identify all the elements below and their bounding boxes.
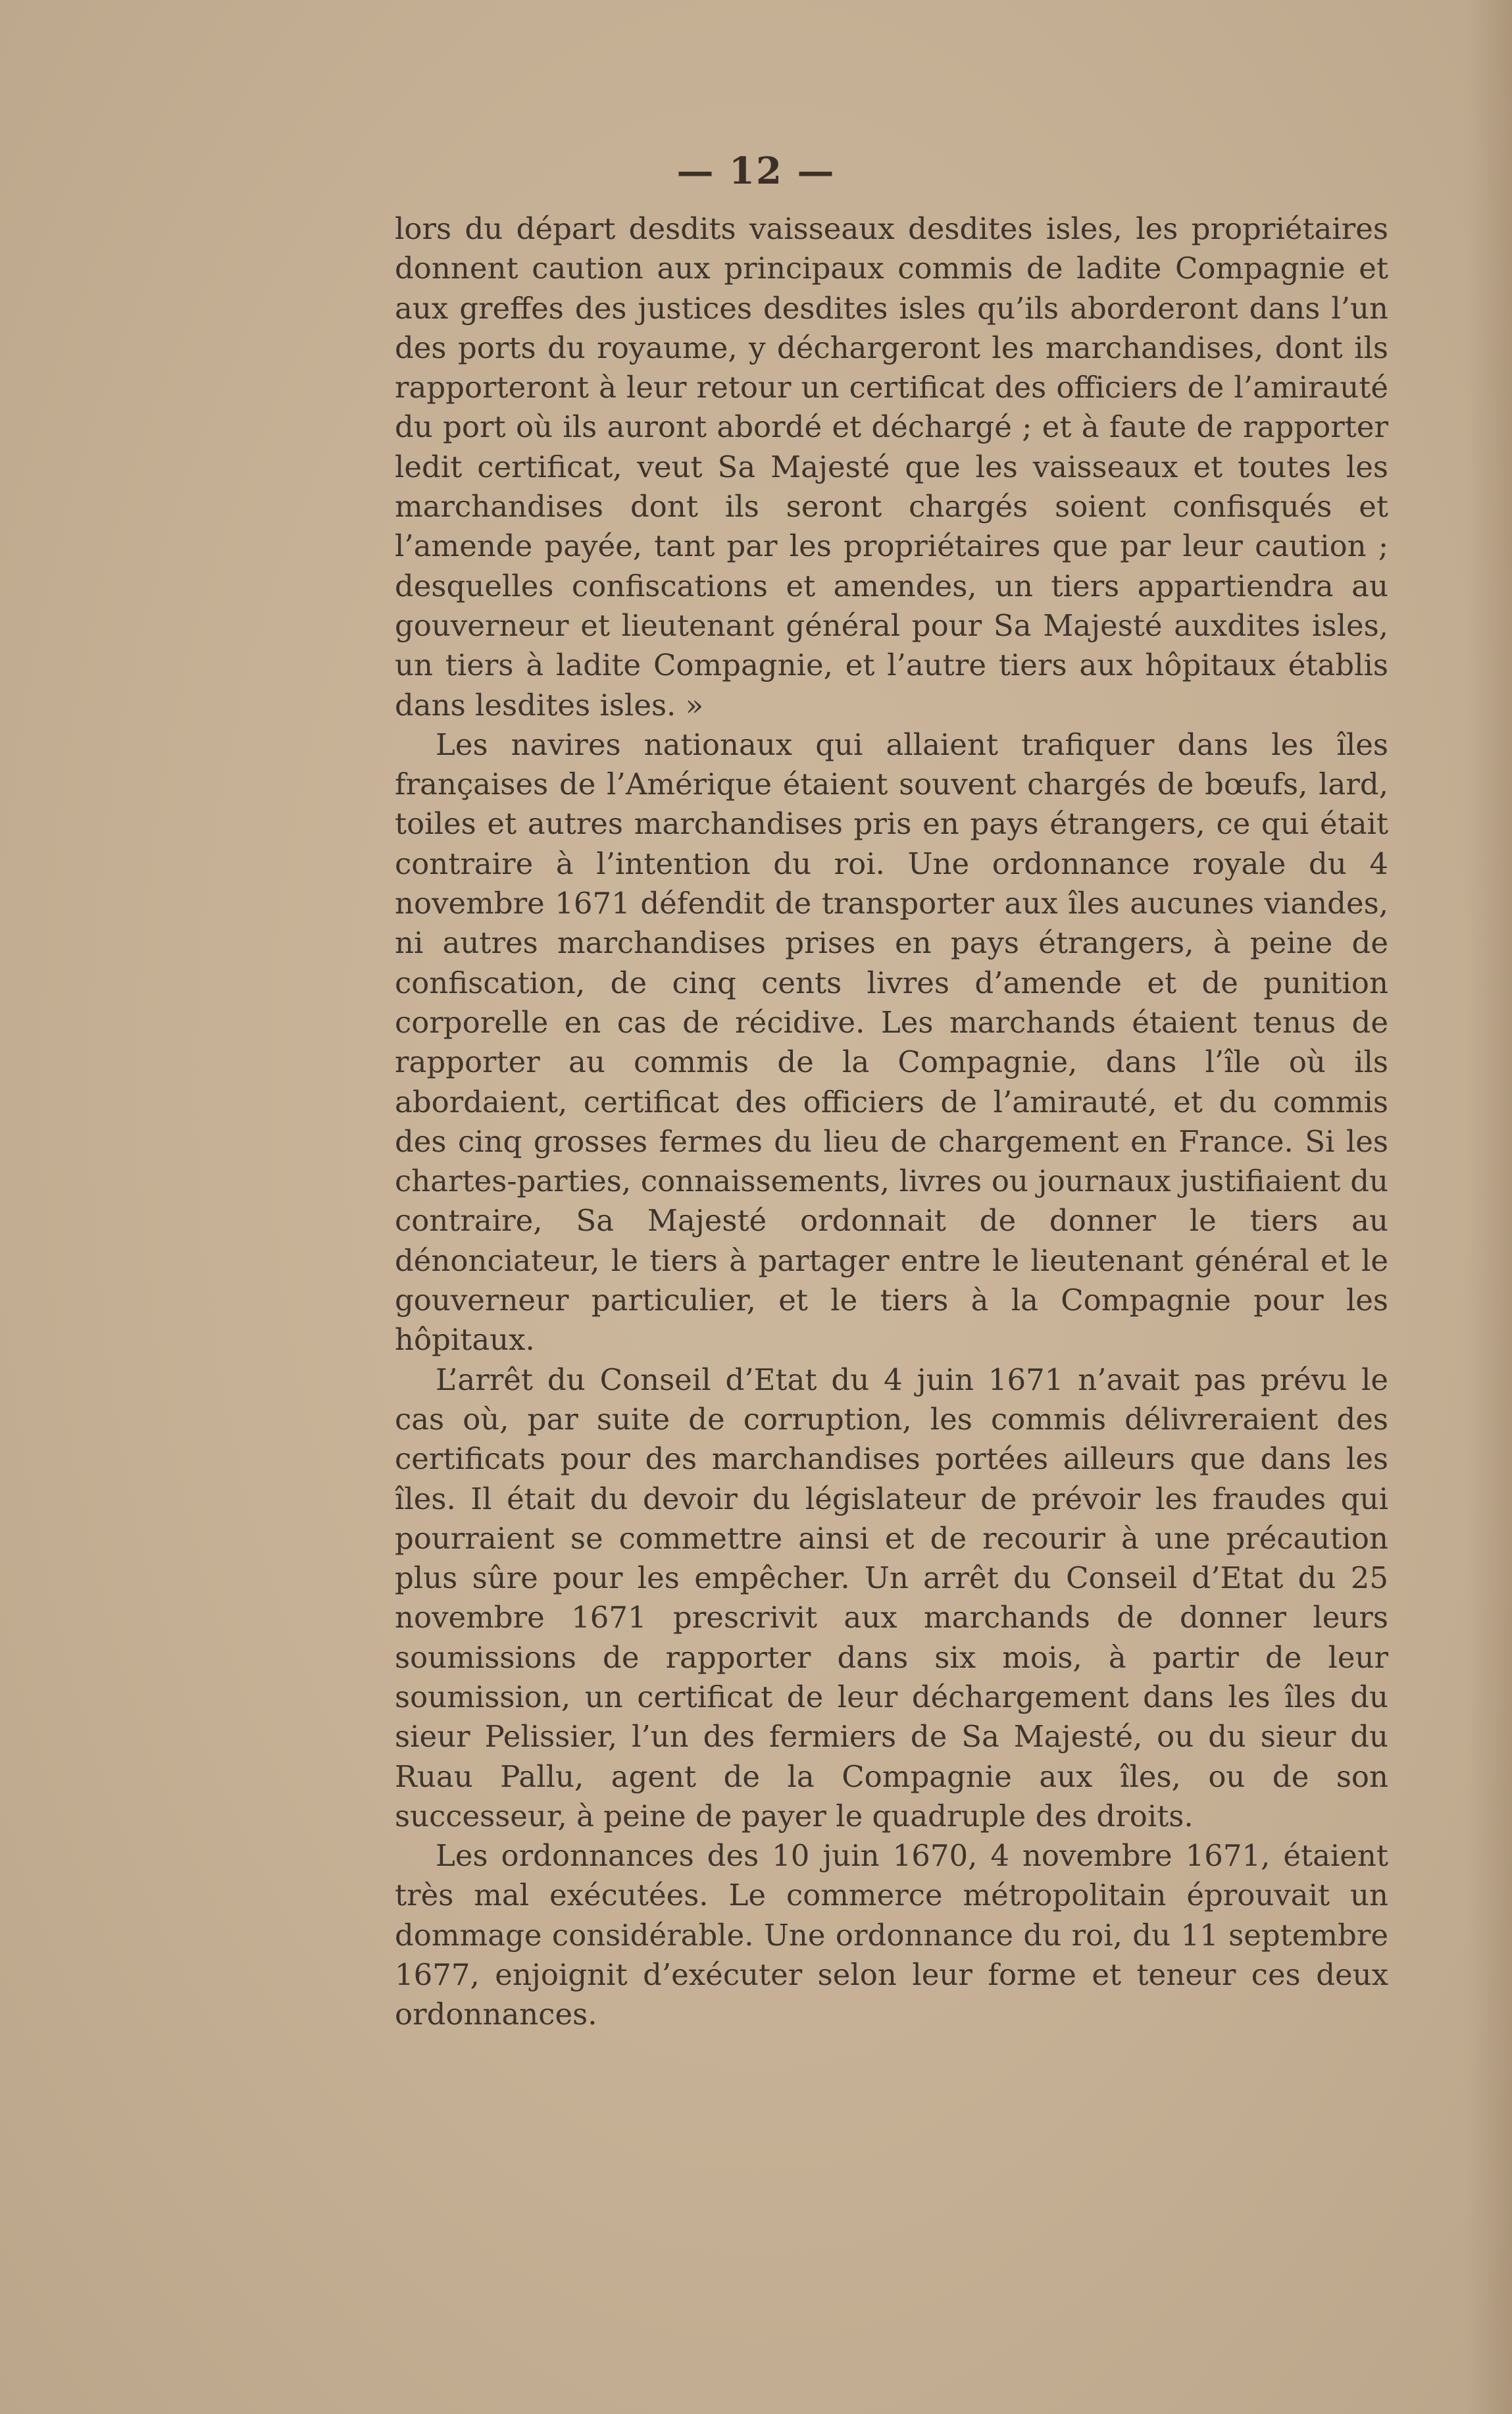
body-text	[395, 209, 1388, 2035]
page-edge-shadow	[1466, 0, 1512, 2414]
paragraph-2: Les navires nationaux qui allaient trafiquer dans les îles françaises de l’Amérique étaient souvent chargés de bœufs, lard, toiles et autres marchandises pris en pays étrangers, ce qui était contraire à l’intention du roi. Une ordonnance royale du 4 novembre 1671 défendit de transporter aux îles aucunes viandes, ni autres marchandises prises en pays étrangers, à peine de confiscation, de cinq cents livres d’amende et de punition corporelle en cas de récidive. Les marchands étaient tenus de rapporter au commis de la Compagnie, dans l’île où ils abordaient, certificat des officiers de l’amirauté, et du commis des cinq grosses fermes du lieu de chargement en France. Si les chartes-parties, connaissements, livres ou journaux justifiaient du contraire, Sa Majesté ordonnait de donner le tiers au dénonciateur, le tiers à partager entre le lieutenant général et le gouverneur particulier, et le tiers à la Compagnie pour les hôpitaux.	[395, 727, 1388, 1358]
paragraph-1: lors du départ desdits vaisseaux desdites isles, les propriétaires donnent caution aux principaux commis de ladite Compagnie et aux greffes des justices desdites isles qu’ils aborderont dans l’un des ports du royaume, y déchargeront les marchandises, dont ils rapporteront à leur retour un certificat des officiers de l’amirauté du port où ils auront abordé et déchargé ; et à faute de rapporter ledit certificat, veut Sa Majesté que les vaisseaux et toutes les marchandises dont ils seront chargés soient confisqués et l’amende payée, tant par les propriétaires que par leur caution ; desquelles confiscations et amendes, un tiers appartiendra au gouverneur et lieutenant général pour Sa Majesté auxdites isles, un tiers à ladite Compagnie, et l’autre tiers aux hôpitaux établis dans lesdites isles. »	[395, 211, 1388, 723]
page-number: — 12 —	[676, 149, 836, 193]
paragraph-4: Les ordonnances des 10 juin 1670, 4 novembre 1671, étaient très mal exécutées. Le commerce métropolitain éprouvait un dommage considérable. Une ordonnance du roi, du 11 septembre 1677, enjoignit d’exécuter selon leur forme et teneur ces deux ordonnances.	[395, 1838, 1388, 2032]
paragraph-3: L’arrêt du Conseil d’Etat du 4 juin 1671 n’avait pas prévu le cas où, par suite de corruption, les commis délivreraient des certificats pour des marchandises portées ailleurs que dans les îles. Il était du devoir du législateur de prévoir les fraudes qui pourraient se commettre ainsi et de recourir à une précaution plus sûre pour les empêcher. Un arrêt du Conseil d’Etat du 25 novembre 1671 prescrivit aux marchands de donner leurs soumissions de rapporter dans six mois, à partir de leur soumission, un certificat de leur déchargement dans les îles du sieur Pelissier, l’un des fermiers de Sa Majesté, ou du sieur du Ruau Pallu, agent de la Compagnie aux îles, ou de son successeur, à peine de payer le quadruple des droits.	[395, 1362, 1388, 1834]
